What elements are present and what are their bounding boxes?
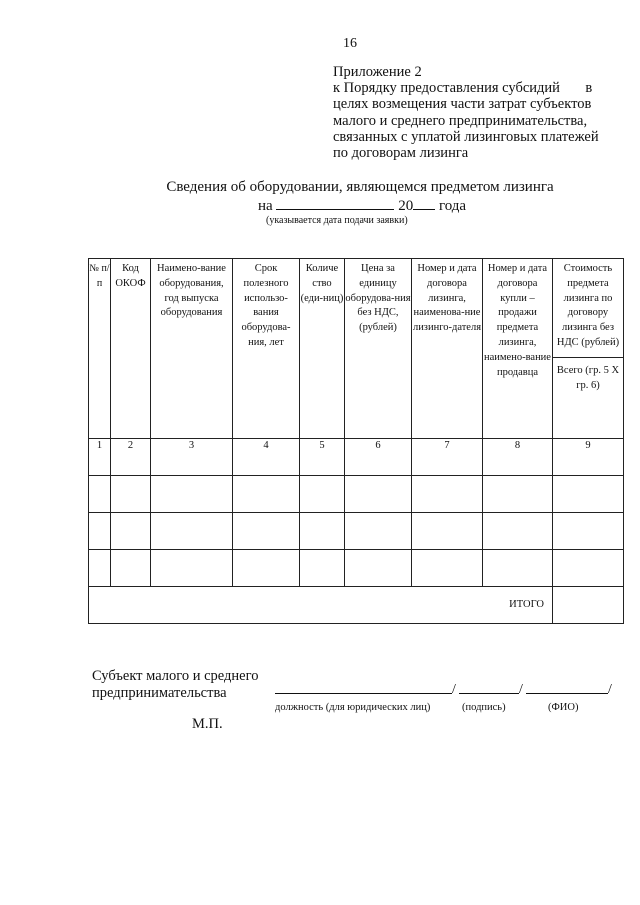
empty-cell[interactable] bbox=[300, 476, 345, 513]
column-number: 2 bbox=[111, 439, 151, 476]
header-cell: № п/п bbox=[89, 259, 111, 439]
empty-cell[interactable] bbox=[233, 476, 300, 513]
caption-signature: (подпись) bbox=[462, 702, 506, 713]
date-line bbox=[258, 196, 466, 215]
subject-line: Субъект малого и среднего bbox=[92, 668, 259, 684]
document-title: Сведения об оборудовании, являющемся предметом лизинга bbox=[166, 179, 554, 195]
appendix-line: по договорам лизинга bbox=[333, 145, 469, 162]
header-cell: Код ОКОФ bbox=[111, 259, 151, 439]
column-number: 3 bbox=[151, 439, 233, 476]
empty-cell[interactable] bbox=[233, 513, 300, 550]
header-cell: Номер и дата договора лизинга, наименова-ние лизинго-дателя bbox=[412, 259, 483, 439]
date-suffix: года bbox=[438, 198, 467, 214]
header-cell-cost-title: Стоимость предмета лизинга по договору лизинга без НДС (рублей) bbox=[553, 262, 623, 358]
total-value-cell[interactable] bbox=[553, 587, 624, 624]
appendix-header bbox=[333, 64, 599, 161]
stamp-placeholder: М.П. bbox=[192, 716, 223, 732]
fio-signature-line[interactable] bbox=[526, 693, 608, 694]
empty-cell[interactable] bbox=[412, 513, 483, 550]
header-cell-cost bbox=[553, 259, 624, 439]
column-number-row bbox=[89, 439, 624, 476]
caption-position: должность (для юридических лиц) bbox=[275, 702, 431, 713]
date-hint: (указывается дата подачи заявки) bbox=[266, 215, 408, 226]
empty-cell[interactable] bbox=[89, 476, 111, 513]
empty-cell[interactable] bbox=[151, 550, 233, 587]
page-number: 16 bbox=[343, 36, 357, 51]
empty-data-row bbox=[89, 550, 624, 587]
header-cell: Номер и дата договора купли – продажи предмета лизинга, наимено-вание продавца bbox=[483, 259, 553, 439]
empty-cell[interactable] bbox=[300, 513, 345, 550]
empty-data-row bbox=[89, 476, 624, 513]
header-cell: Срок полезного использо-вания оборудова-ния, лет bbox=[233, 259, 300, 439]
empty-cell[interactable] bbox=[553, 550, 624, 587]
total-row bbox=[89, 587, 624, 624]
year-blank bbox=[413, 196, 435, 210]
column-number: 1 bbox=[89, 439, 111, 476]
empty-cell[interactable] bbox=[233, 550, 300, 587]
year-prefix: 20 bbox=[398, 198, 414, 214]
empty-cell[interactable] bbox=[151, 476, 233, 513]
empty-cell[interactable] bbox=[89, 513, 111, 550]
column-number: 6 bbox=[345, 439, 412, 476]
empty-cell[interactable] bbox=[412, 550, 483, 587]
date-blank bbox=[276, 196, 394, 210]
appendix-line: малого и среднего предпринимательства, bbox=[333, 112, 588, 129]
column-number: 9 bbox=[553, 439, 624, 476]
appendix-line: целях возмещения части затрат субъектов bbox=[333, 96, 592, 113]
empty-cell[interactable] bbox=[111, 513, 151, 550]
empty-cell[interactable] bbox=[483, 476, 553, 513]
empty-cell[interactable] bbox=[553, 513, 624, 550]
empty-cell[interactable] bbox=[300, 550, 345, 587]
caption-fio: (ФИО) bbox=[548, 702, 579, 713]
header-cell: Цена за единицу оборудова-ния без НДС, (рублей) bbox=[345, 259, 412, 439]
empty-cell[interactable] bbox=[111, 550, 151, 587]
empty-cell[interactable] bbox=[151, 513, 233, 550]
date-prefix: на bbox=[258, 198, 273, 214]
subject-line: предпринимательства bbox=[92, 685, 227, 701]
empty-cell[interactable] bbox=[345, 550, 412, 587]
empty-cell[interactable] bbox=[111, 476, 151, 513]
empty-cell[interactable] bbox=[483, 513, 553, 550]
empty-cell[interactable] bbox=[412, 476, 483, 513]
header-cell: Наимено-вание оборудования, год выпуска оборудования bbox=[151, 259, 233, 439]
column-number: 4 bbox=[233, 439, 300, 476]
appendix-line: связанных с уплатой лизинговых платежей bbox=[333, 128, 599, 145]
signature-line[interactable] bbox=[459, 693, 519, 694]
header-cell: Количе ство (еди-ниц) bbox=[300, 259, 345, 439]
column-number: 5 bbox=[300, 439, 345, 476]
empty-cell[interactable] bbox=[483, 550, 553, 587]
header-cell-cost-subheader: Всего (гр. 5 Х гр. 6) bbox=[556, 364, 620, 391]
empty-cell[interactable] bbox=[345, 513, 412, 550]
equipment-table bbox=[88, 258, 624, 624]
empty-cell[interactable] bbox=[89, 550, 111, 587]
empty-cell[interactable] bbox=[553, 476, 624, 513]
empty-cell[interactable] bbox=[345, 476, 412, 513]
position-signature-line[interactable] bbox=[275, 693, 452, 694]
separator-slash: / bbox=[452, 682, 456, 697]
table-header-row bbox=[89, 259, 624, 439]
column-number: 7 bbox=[412, 439, 483, 476]
empty-data-row bbox=[89, 513, 624, 550]
subject-label bbox=[92, 668, 258, 702]
column-number: 8 bbox=[483, 439, 553, 476]
appendix-line: Приложение 2 bbox=[333, 64, 422, 80]
appendix-line: к Порядку предоставления субсидий в bbox=[333, 80, 593, 97]
separator-slash: / bbox=[608, 682, 612, 697]
separator-slash: / bbox=[519, 682, 523, 697]
total-label: ИТОГО bbox=[89, 587, 553, 624]
